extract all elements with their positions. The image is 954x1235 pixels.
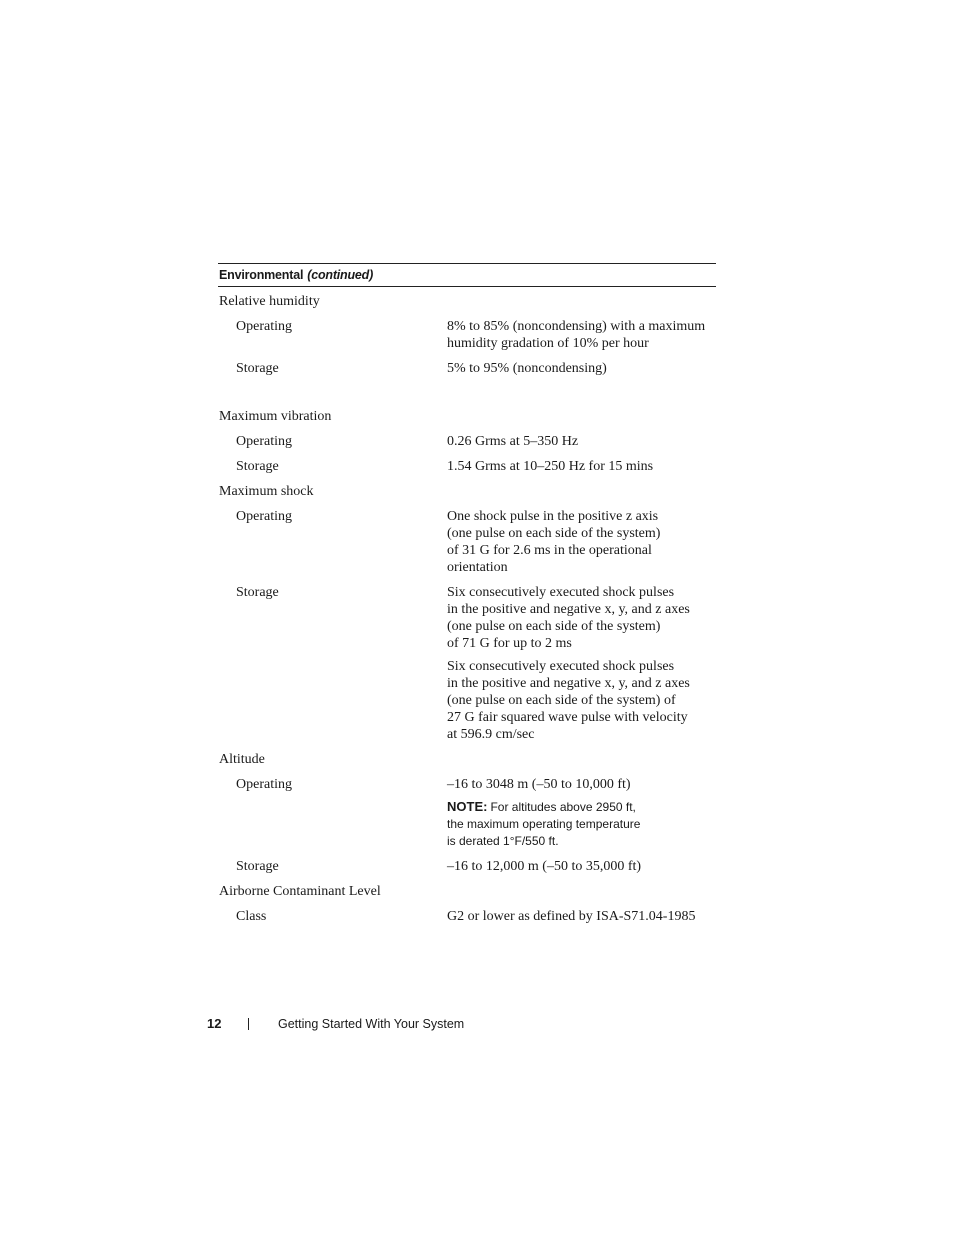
page-number: 12 [207, 1016, 222, 1031]
value-line: 1.54 Grms at 10–250 Hz for 15 mins [447, 459, 654, 474]
value-line: 27 G fair squared wave pulse with velocity [447, 710, 688, 725]
table-header [218, 263, 716, 287]
row-label: Operating [236, 319, 292, 334]
value-line: 5% to 95% (noncondensing) [447, 361, 607, 376]
value-line: Six consecutively executed shock pulses [447, 585, 675, 600]
value-line: at 596.9 cm/sec [447, 727, 535, 742]
note-line: is derated 1°F/550 ft. [447, 834, 559, 848]
section-label: Maximum shock [219, 484, 314, 499]
section-maximum-shock [218, 479, 716, 504]
row-label: Operating [236, 777, 292, 792]
row-value [447, 776, 716, 850]
section-label: Relative humidity [219, 294, 320, 309]
section-label: Airborne Contaminant Level [219, 884, 381, 899]
value-paragraph [447, 658, 716, 743]
note-line: the maximum operating temperature [447, 817, 641, 831]
value-line: One shock pulse in the positive z axis [447, 509, 659, 524]
table-header-continued: (continued) [307, 268, 374, 282]
table-row [218, 580, 716, 747]
row-value [447, 318, 716, 352]
value-paragraph [447, 584, 716, 652]
row-label: Operating [236, 509, 292, 524]
row-spacer [218, 381, 716, 404]
row-label: Storage [236, 361, 279, 376]
section-altitude [218, 747, 716, 772]
table-row [218, 429, 716, 454]
row-label: Storage [236, 585, 279, 600]
value-line: (one pulse on each side of the system) of [447, 693, 676, 708]
section-maximum-vibration [218, 404, 716, 429]
environmental-spec-table [218, 263, 716, 929]
table-header-title: Environmental [219, 268, 304, 282]
value-line: 0.26 Grms at 5–350 Hz [447, 434, 579, 449]
row-value [447, 508, 716, 576]
row-label: Class [236, 909, 267, 924]
row-value [447, 433, 716, 450]
row-value [447, 584, 716, 743]
table-row [218, 504, 716, 580]
note-text: For altitudes above 2950 ft, [490, 800, 636, 814]
value-line: humidity gradation of 10% per hour [447, 336, 649, 351]
note-line [447, 798, 716, 816]
note-label: NOTE: [447, 799, 488, 814]
row-value [447, 908, 716, 925]
altitude-note [447, 798, 716, 850]
row-label: Operating [236, 434, 292, 449]
footer-document-title: Getting Started With Your System [278, 1017, 465, 1031]
row-value [447, 858, 716, 875]
value-line: in the positive and negative x, y, and z axes [447, 602, 690, 617]
section-label: Maximum vibration [219, 409, 332, 424]
table-row [218, 454, 716, 479]
value-line: 8% to 85% (noncondensing) with a maximum [447, 319, 706, 334]
value-line: –16 to 3048 m (–50 to 10,000 ft) [447, 777, 631, 792]
section-label: Altitude [219, 752, 265, 767]
table-row [218, 356, 716, 381]
table-row [218, 772, 716, 854]
value-line: –16 to 12,000 m (–50 to 35,000 ft) [447, 859, 642, 874]
row-label: Storage [236, 459, 279, 474]
table-row [218, 854, 716, 879]
value-line: of 71 G for up to 2 ms [447, 636, 572, 651]
value-line: of 31 G for 2.6 ms in the operational [447, 543, 652, 558]
value-line: (one pulse on each side of the system) [447, 619, 661, 634]
value-line: Six consecutively executed shock pulses [447, 659, 675, 674]
footer-divider [248, 1018, 249, 1030]
value-line: (one pulse on each side of the system) [447, 526, 661, 541]
row-label: Storage [236, 859, 279, 874]
value-line: G2 or lower as defined by ISA-S71.04-1985 [447, 909, 696, 924]
table-row [218, 314, 716, 356]
row-value [447, 458, 716, 475]
section-airborne-contaminant-level [218, 879, 716, 904]
section-relative-humidity [218, 289, 716, 314]
table-row [218, 904, 716, 929]
value-line: orientation [447, 560, 508, 575]
row-value [447, 360, 716, 377]
value-line: in the positive and negative x, y, and z axes [447, 676, 690, 691]
